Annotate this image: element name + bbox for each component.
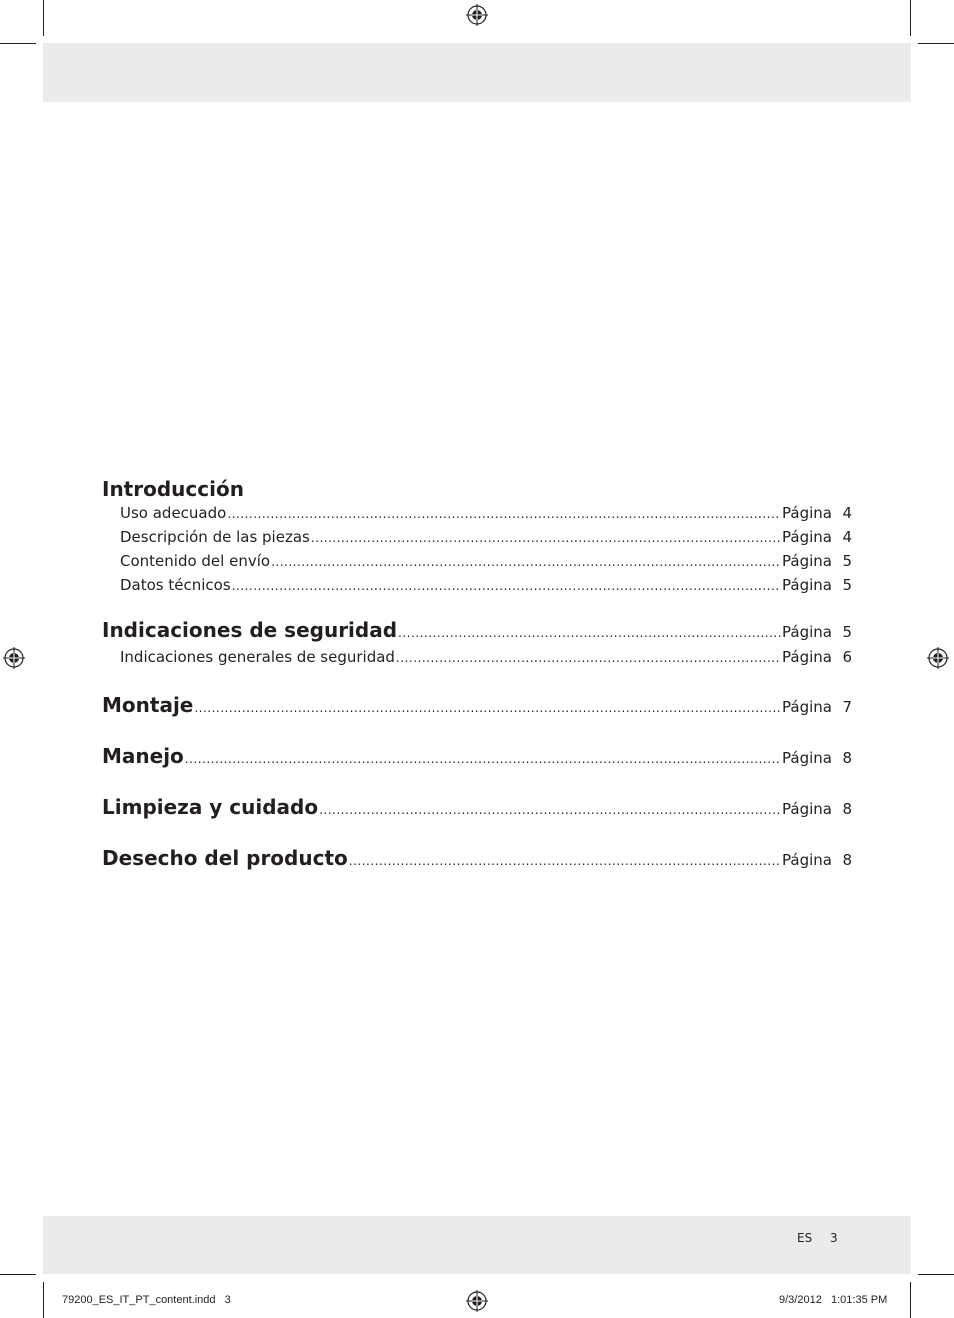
- crop-mark: [918, 1274, 954, 1275]
- toc-page-number: 6: [842, 648, 852, 666]
- registration-mark-icon: [927, 647, 949, 669]
- footer-band: [43, 1216, 911, 1274]
- toc-leader: [319, 797, 781, 823]
- toc-section-title: Desecho del producto: [102, 846, 348, 870]
- toc-section-title: Manejo: [102, 744, 184, 768]
- crop-mark: [0, 43, 36, 44]
- toc-section-heading[interactable]: [102, 743, 852, 772]
- page-folio: [797, 1231, 838, 1245]
- registration-mark-icon: [3, 647, 25, 669]
- toc-page-number: 8: [842, 749, 852, 767]
- toc-page-number: 5: [842, 576, 852, 594]
- toc-section-heading[interactable]: [102, 476, 852, 502]
- toc-leader: [227, 503, 781, 526]
- toc-leader: [185, 746, 781, 772]
- toc-page-label: Página: [782, 552, 832, 570]
- slug-timestamp: 9/3/2012 1:01:35 PM: [779, 1294, 888, 1306]
- toc-section-title: Introducción: [102, 477, 244, 501]
- toc-page-number: 4: [842, 528, 852, 546]
- toc-entry[interactable]: [102, 574, 852, 598]
- toc-leader: [349, 848, 781, 874]
- slug-file: 79200_ES_IT_PT_content.indd 3: [62, 1294, 231, 1306]
- spacer: [102, 823, 852, 845]
- toc-entry-label: Contenido del envío: [120, 552, 271, 570]
- toc-leader: [396, 647, 781, 670]
- toc-page-label: Página: [782, 800, 832, 818]
- toc-entry-label: Indicaciones generales de seguridad: [120, 648, 395, 666]
- toc-leader: [232, 575, 781, 598]
- toc-page-number: 5: [842, 552, 852, 570]
- toc-page-label: Página: [782, 623, 832, 641]
- toc-leader: [194, 695, 781, 721]
- toc-page-number: 4: [842, 504, 852, 522]
- spacer: [102, 670, 852, 692]
- toc-entry-label: Uso adecuado: [120, 504, 227, 522]
- language-code: ES: [797, 1231, 813, 1245]
- toc-entry-label: Descripción de las piezas: [120, 528, 310, 546]
- toc-section-title: Montaje: [102, 693, 194, 717]
- registration-mark-icon: [466, 1290, 488, 1312]
- toc-page-number: 8: [842, 851, 852, 869]
- toc-page-number: 7: [842, 698, 852, 716]
- crop-mark: [910, 1282, 911, 1318]
- toc-page-label: Página: [782, 528, 832, 546]
- toc-leader: [271, 551, 781, 574]
- toc-section-heading[interactable]: [102, 845, 852, 874]
- crop-mark: [918, 43, 954, 44]
- toc-section-heading[interactable]: [102, 617, 852, 646]
- toc-page-label: Página: [782, 851, 832, 869]
- table-of-contents: [102, 476, 852, 874]
- toc-page-label: Página: [782, 504, 832, 522]
- toc-page-label: Página: [782, 576, 832, 594]
- crop-mark: [0, 1274, 36, 1275]
- toc-leader: [398, 620, 781, 646]
- toc-page-label: Página: [782, 749, 832, 767]
- toc-page-label: Página: [782, 648, 832, 666]
- crop-mark: [43, 0, 44, 36]
- crop-mark: [43, 1282, 44, 1318]
- toc-section-title: Indicaciones de seguridad: [102, 618, 398, 642]
- toc-entry[interactable]: [102, 526, 852, 550]
- toc-section-title: Limpieza y cuidado: [102, 795, 319, 819]
- crop-mark: [910, 0, 911, 36]
- spacer: [102, 772, 852, 794]
- toc-page-label: Página: [782, 698, 832, 716]
- toc-page-number: 8: [842, 800, 852, 818]
- toc-leader: [311, 527, 781, 550]
- registration-mark-icon: [466, 4, 488, 26]
- spacer: [102, 721, 852, 743]
- toc-entry[interactable]: [102, 550, 852, 574]
- toc-entry-label: Datos técnicos: [120, 576, 231, 594]
- spacer: [102, 598, 852, 617]
- page-number: 3: [830, 1231, 838, 1245]
- toc-page-number: 5: [842, 623, 852, 641]
- toc-section-heading[interactable]: [102, 692, 852, 721]
- toc-entry[interactable]: [102, 502, 852, 526]
- header-band: [43, 43, 911, 102]
- toc-section-heading[interactable]: [102, 794, 852, 823]
- toc-entry[interactable]: [102, 646, 852, 670]
